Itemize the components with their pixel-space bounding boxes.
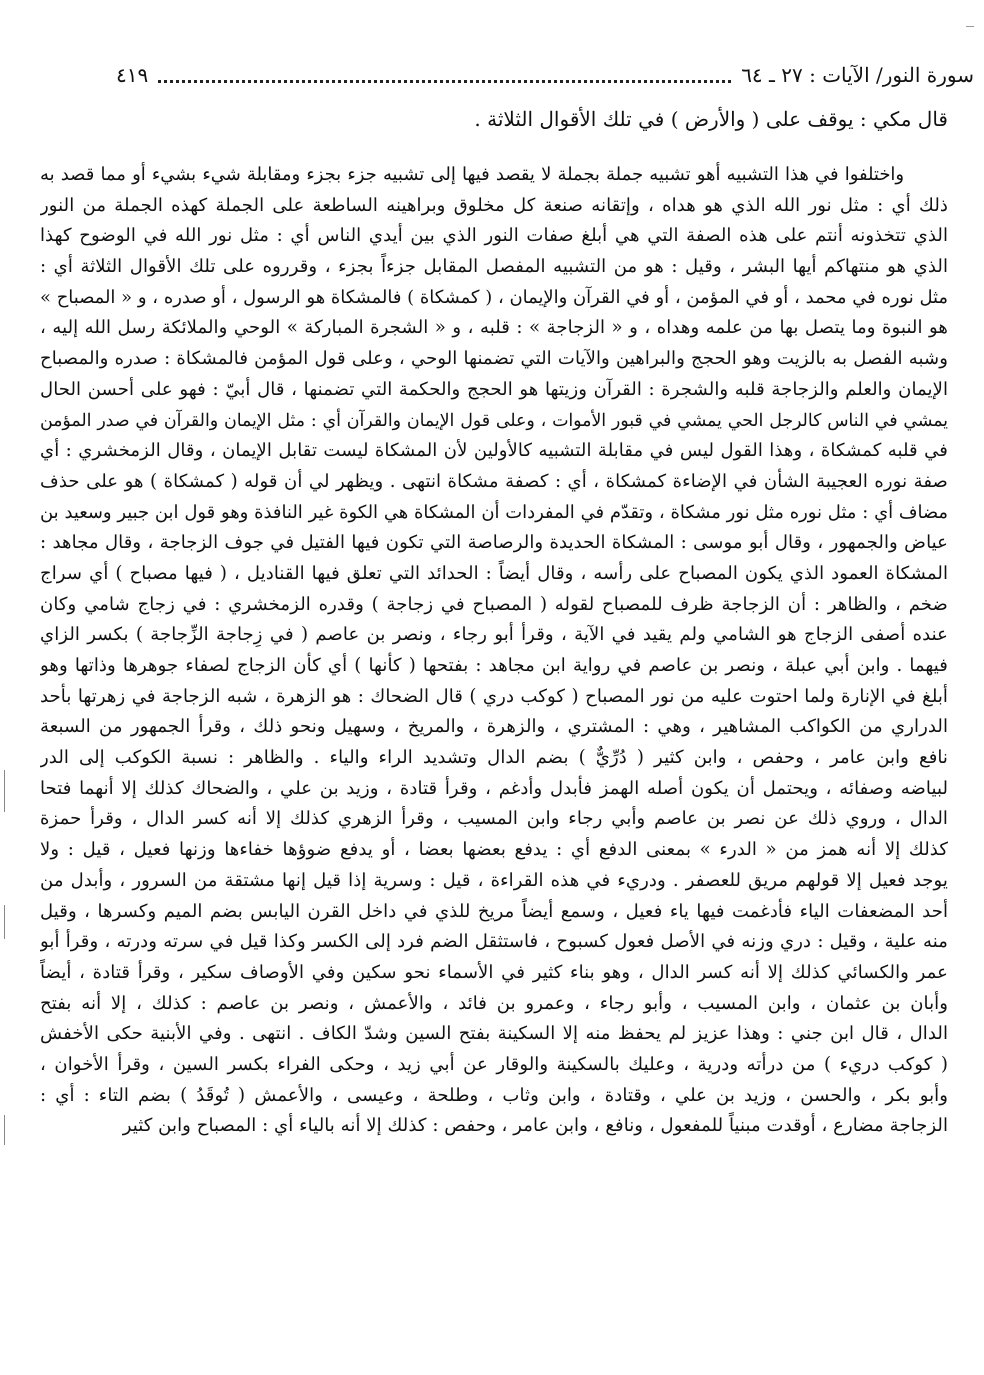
body-line: مضاف أي : مثل نوره مثل نور مشكاة ، وتقدّم في المفردات أن المشكاة هي الكوة غير النافذة وهو قول ابن جبير وسعيد بن <box>40 501 948 523</box>
body-line: وأبان بن عثمان ، وابن المسيب ، وأبو رجاء ، وعمرو بن فائد ، والأعمش ، ونصر بن عاصم : كذلك ، إلا أنه بفتح <box>40 992 948 1014</box>
margin-mark <box>4 905 5 939</box>
commentary-body <box>40 160 948 1142</box>
body-line: فيهما . وابن أبي عبلة ، ونصر بن عاصم في رواية ابن مجاهد : بفتحها ( كأنها ) أي كأن الزجاج لصفاء جوهرها وذاتها وهو <box>40 655 948 676</box>
body-line: الدراري من الكواكب المشاهير ، وهي : المشتري ، والزهرة ، والمريخ ، وسهيل ونحو ذلك ، وقرأ الجمهور من السبعة <box>40 716 948 738</box>
body-line: وشبه الفصل به بالزيت وهو الحجج والبراهين والآيات التي تضمنها الوحي ، وعلى قول المؤمن فالمشكاة : صدره والمصباح <box>40 348 948 370</box>
body-line: كذلك إلا أنه همز من « الدرء » بمعنى الدفع أي : يدفع بعضها بعضا ، أو يدفع ضوؤها خفاءها وزنها فعيل ، قيل : ولا <box>40 839 948 861</box>
surah-title: سورة النور/ الآيات : ٢٧ ـ ٦٤ <box>741 63 974 87</box>
body-line: عمر والكسائي كذلك إلا أنه كسر الدال ، وهو بناء كثير في الأسماء نحو سكين وفي الأوصاف سكير ، وقرأ قتادة ، أيضاً <box>40 961 948 983</box>
body-line: يمشي في الناس كالرجل الحي يمشي في قبور الأموات ، وعلى قول الإيمان والقرآن أي : مثل الإيمان والقرآن في صدر المؤمن <box>40 410 948 431</box>
margin-mark <box>4 1115 5 1145</box>
page-number: ٤١٩ <box>116 63 149 87</box>
dot-leader <box>158 80 731 83</box>
quote-line: قال مكي : يوقف على ( والأرض ) في تلك الأقوال الثلاثة . <box>474 107 948 131</box>
body-line: عياض والجمهور ، وقال أبو موسى : المشكاة الحديدة والرصاصة التي تكون فيها الفتيل في جوف الزجاجة ، وقال مجاهد : <box>40 532 948 554</box>
scan-edge-mark <box>966 26 974 27</box>
body-line: واختلفوا في هذا التشبيه أهو تشبيه جملة بجملة لا يقصد فيها إلى تشبيه جزء بجزء ومقابلة شيء بشيء أو مما قصد به <box>40 164 904 185</box>
body-line: ( كوكب دريء ) من درأته ودرية ، وعليك بالسكينة والوقار عن أبي زيد ، وحكى الفراء بكسر السين ، وقرأ الأخوان ، <box>40 1053 948 1075</box>
body-line: منه علية ، وقيل : دري وزنه في الأصل فعول كسبوح ، فاستثقل الضم فرد إلى الكسر وكذا قيل في سرته ودرته ، وقرأ أبو <box>40 931 948 953</box>
body-line: الدال ، قال ابن جني : وهذا عزيز لم يحفظ منه إلا السكينة بفتح السين وشدّ الكاف . انتهى . وفي الأبنية حكى الأخفش <box>40 1023 948 1045</box>
body-line: ضخم ، والظاهر : أن الزجاجة ظرف للمصباح لقوله ( المصباح في زجاجة ) وقدره الزمخشري : في زجاج شامي وكان <box>40 593 948 615</box>
body-line: ذلك أي : مثل نور الله الذي هو هداه ، وإتقانه صنعة كل مخلوق وبراهينه الساطعة على الجملة كهذه الجملة من النور <box>40 194 948 216</box>
body-line: هو النبوة وما يتصل بها من علمه وهداه ، و « الزجاجة » : قلبه ، و « الشجرة المباركة » الوحي والملائكة رسل الله إليه ، <box>40 317 948 339</box>
body-line: الذي هو منتهاكم أيها البشر ، وقيل : هو من التشبيه المفصل المقابل جزءاً بجزء ، وقرروه على تلك الأقوال الثلاثة أي : <box>40 256 948 278</box>
body-line: أحد المضعفات الياء فأدغمت فيها ياء فعيل ، وسمع أيضاً مريخ للذي في داخل القرن اليابس بضم الميم وكسرها ، وقيل <box>40 900 948 922</box>
body-line: نافع وابن عامر ، وحفص ، وابن كثير ( دُرِّيٌّ ) بضم الدال وتشديد الراء والياء . والظاهر : نسبة الكوكب إلى الدر <box>40 747 948 769</box>
body-line: المشكاة العمود الذي يكون المصباح على رأسه ، وقال أيضاً : الحدائد التي تعلق فيها القناديل ، ( فيها مصباح ) أي سراج <box>40 562 948 584</box>
body-line: الزجاجة مضارع ، أوقدت مبنياً للمفعول ، ونافع ، وابن عامر ، وحفص : كذلك إلا أنه بالياء أي : المصباح وابن كثير <box>122 1115 948 1137</box>
body-line: مثل نوره في محمد ، أو في المؤمن ، أو في القرآن والإيمان ، ( كمشكاة ) فالمشكاة هو الرسول ، أو صدره ، و « المصباح » <box>40 286 948 308</box>
running-header <box>116 58 974 92</box>
body-line: صفة نوره العجيبة الشأن في الإضاءة كمشكاة ، أي : كصفة مشكاة انتهى . ويظهر لي أن قوله ( كمشكاة ) هو على حذف <box>40 470 948 492</box>
body-line: في قلبه كمشكاة ، وهذا القول ليس في مقابلة التشبيه كالأولين لأن المشكاة ليست تقابل الإيمان ، وقال الزمخشري : أي <box>40 440 948 462</box>
body-line: الإيمان والعلم والزجاجة قلبه والشجرة : القرآن وزيتها هو الحجج والحكمة التي تضمنها ، قال أبيّ : فهو على أحسن الحال <box>40 378 948 400</box>
body-line: الدال ، وروي ذلك عن نصر بن عاصم وأبي رجاء وابن المسيب ، وقرأ الزهري كذلك إلا أنه كسر الدال ، وقرأ حمزة <box>40 808 948 830</box>
body-line: الذي تتخذونه أنتم على هذه الصفة التي هي أبلغ صفات النور الذي بين أيدي الناس أي : مثل نور الله في الوضوح كهذا <box>40 225 948 247</box>
margin-mark <box>4 770 5 812</box>
body-line: أبلغ في الإنارة ولما احتوت عليه من نور المصباح ( كوكب دري ) قال الضحاك : هو الزهرة ، شبه الزجاجة في زهرتها بأحد <box>40 685 948 707</box>
body-line: عنده أصفى الزجاج هو الشامي ولم يقيد في الآية ، وقرأ أبو رجاء ، ونصر بن عاصم ( في زِجاجة الزِّجاجة ) بكسر الزاي <box>40 624 948 646</box>
body-line: لبياضه وصفائه ، ويحتمل أن يكون أصله الهمز فأبدل وأدغم ، وقرأ قتادة ، وزيد بن علي ، والضحاك كذلك إلا أنهما فتحا <box>40 777 948 799</box>
body-line: يوجد فعيل إلا قولهم مريق للعصفر . ودريء في هذه القراءة ، قيل : وسرية إذا قيل إنها مشتقة من السرور ، وأبدل من <box>40 869 948 891</box>
body-line: وأبو بكر ، والحسن ، وزيد بن علي ، وقتادة ، وابن وثاب ، وطلحة ، وعيسى ، والأعمش ( تُوقَدُ ) بضم التاء : أي : <box>40 1084 948 1106</box>
